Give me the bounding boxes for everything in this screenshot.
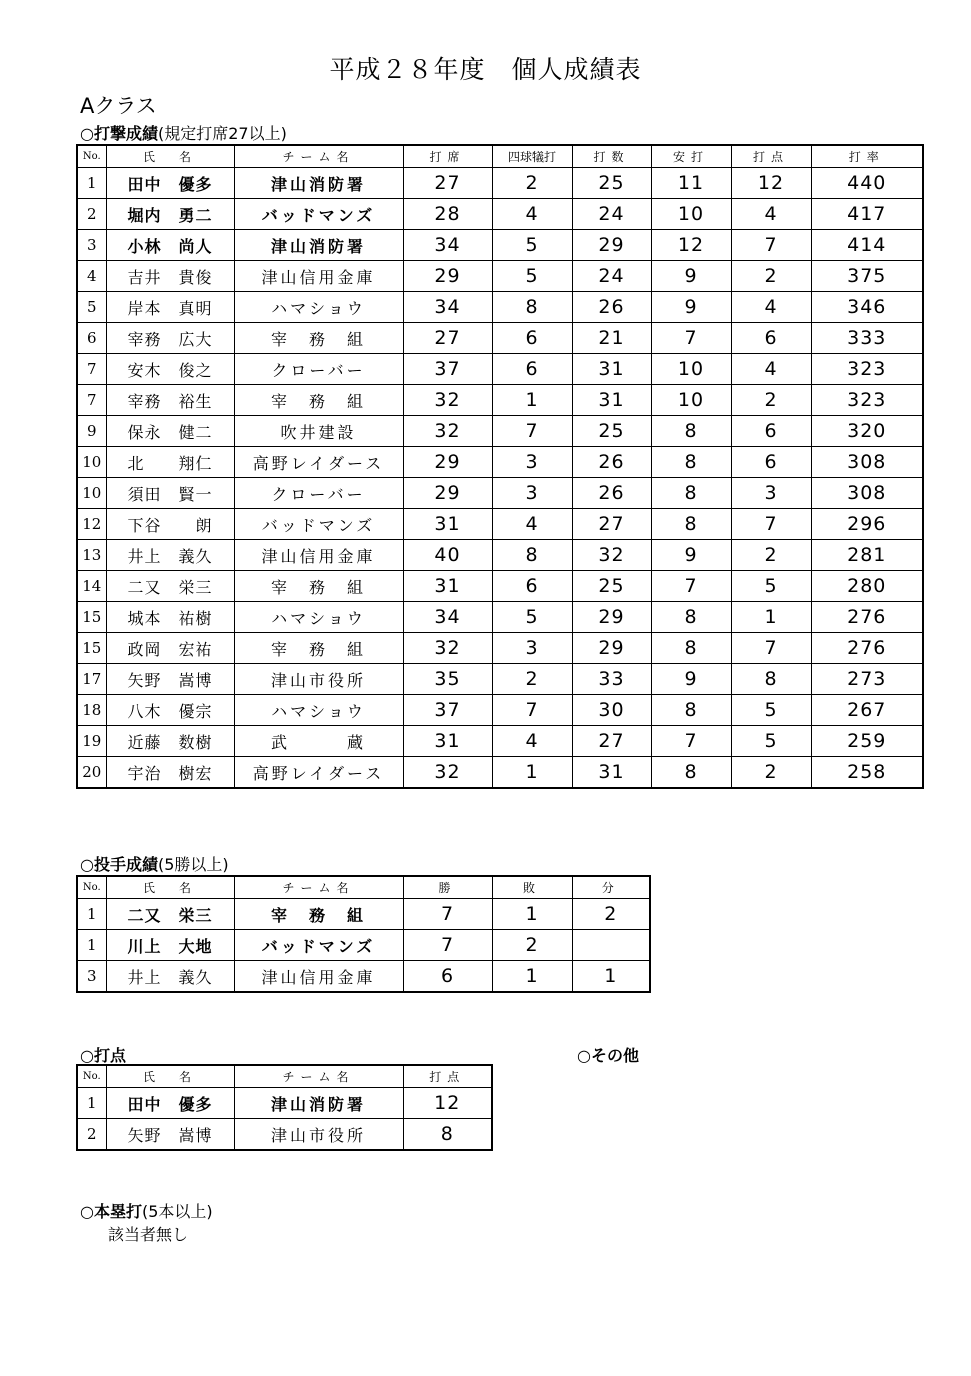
batting-cell-pa: 34: [403, 292, 492, 323]
batting-cell-bb: 5: [492, 261, 572, 292]
batting-cell-ab: 25: [572, 571, 651, 602]
batting-cell-ab: 24: [572, 199, 651, 230]
batting-table: [76, 144, 924, 789]
batting-cell-bb: 4: [492, 199, 572, 230]
batting-cell-rbi: 6: [731, 323, 811, 354]
batting-cell-team: バッドマンズ: [234, 199, 403, 230]
pitching-col-header: 分: [572, 876, 650, 899]
batting-cell-rbi: 6: [731, 447, 811, 478]
batting-cell-name: 田中 優多: [106, 168, 234, 199]
batting-cell-pa: 29: [403, 478, 492, 509]
batting-cell-h: 10: [651, 199, 731, 230]
batting-cell-name: 宰務 裕生: [106, 385, 234, 416]
batting-cell-name: 安木 俊之: [106, 354, 234, 385]
batting-cell-rbi: 5: [731, 726, 811, 757]
batting-row: [77, 168, 923, 199]
batting-cell-pa: 40: [403, 540, 492, 571]
batting-cell-avg: 276: [811, 602, 923, 633]
batting-cell-ab: 24: [572, 261, 651, 292]
batting-cell-bb: 4: [492, 509, 572, 540]
batting-cell-ab: 29: [572, 602, 651, 633]
batting-cell-bb: 7: [492, 416, 572, 447]
rbi-cell-no: 1: [77, 1088, 106, 1119]
batting-cell-team: 宰 務 組: [234, 323, 403, 354]
rbi-cell-name: 田中 優多: [106, 1088, 234, 1119]
batting-cell-team: クローバー: [234, 478, 403, 509]
batting-cell-bb: 8: [492, 540, 572, 571]
batting-cell-pa: 31: [403, 509, 492, 540]
batting-cell-team: 津山信用金庫: [234, 540, 403, 571]
rbi-cell-rbi: 8: [403, 1119, 492, 1151]
batting-cell-ab: 29: [572, 230, 651, 261]
batting-cell-ab: 31: [572, 354, 651, 385]
batting-cell-pa: 29: [403, 261, 492, 292]
batting-row: [77, 292, 923, 323]
batting-cell-no: 18: [77, 695, 106, 726]
batting-row: [77, 726, 923, 757]
batting-cell-pa: 32: [403, 416, 492, 447]
pitching-col-header: 氏 名: [106, 876, 234, 899]
batting-cell-bb: 1: [492, 385, 572, 416]
batting-cell-team: 津山市役所: [234, 664, 403, 695]
batting-cell-h: 8: [651, 695, 731, 726]
batting-cell-avg: 323: [811, 354, 923, 385]
batting-col-header: No.: [77, 145, 106, 168]
batting-cell-bb: 1: [492, 757, 572, 789]
batting-cell-rbi: 7: [731, 509, 811, 540]
batting-cell-name: 宰務 広大: [106, 323, 234, 354]
batting-cell-pa: 29: [403, 447, 492, 478]
batting-cell-avg: 296: [811, 509, 923, 540]
batting-cell-rbi: 7: [731, 230, 811, 261]
homerun-heading-title: ○本塁打: [80, 1202, 142, 1221]
batting-cell-avg: 320: [811, 416, 923, 447]
batting-cell-pa: 32: [403, 385, 492, 416]
pitching-cell-l: 1: [492, 961, 572, 993]
batting-cell-h: 9: [651, 292, 731, 323]
pitching-cell-d: [572, 930, 650, 961]
batting-cell-h: 7: [651, 323, 731, 354]
batting-cell-ab: 26: [572, 292, 651, 323]
pitching-cell-team: 宰 務 組: [234, 899, 403, 930]
batting-cell-pa: 34: [403, 602, 492, 633]
batting-col-header: 打席: [403, 145, 492, 168]
batting-cell-rbi: 2: [731, 757, 811, 789]
class-label: Aクラス: [80, 94, 157, 118]
batting-cell-avg: 308: [811, 447, 923, 478]
pitching-cell-no: 1: [77, 930, 106, 961]
batting-cell-name: 井上 義久: [106, 540, 234, 571]
batting-cell-h: 7: [651, 726, 731, 757]
batting-row: [77, 230, 923, 261]
batting-cell-ab: 31: [572, 757, 651, 789]
batting-cell-bb: 5: [492, 230, 572, 261]
batting-cell-rbi: 2: [731, 540, 811, 571]
batting-cell-ab: 27: [572, 509, 651, 540]
batting-cell-name: 吉井 貴俊: [106, 261, 234, 292]
batting-heading-title: ○打撃成績: [80, 124, 158, 143]
batting-cell-no: 15: [77, 602, 106, 633]
batting-cell-name: 二又 栄三: [106, 571, 234, 602]
batting-row: [77, 540, 923, 571]
batting-cell-bb: 6: [492, 354, 572, 385]
batting-cell-no: 7: [77, 354, 106, 385]
batting-col-header: 氏 名: [106, 145, 234, 168]
batting-cell-rbi: 1: [731, 602, 811, 633]
batting-cell-avg: 308: [811, 478, 923, 509]
other-heading: [577, 1043, 639, 1066]
batting-cell-pa: 37: [403, 695, 492, 726]
homerun-none-text: 該当者無し: [108, 1225, 189, 1244]
batting-cell-h: 10: [651, 385, 731, 416]
batting-row: [77, 571, 923, 602]
rbi-col-header: 打点: [403, 1065, 492, 1088]
batting-cell-bb: 7: [492, 695, 572, 726]
batting-cell-name: 近藤 数樹: [106, 726, 234, 757]
batting-cell-bb: 6: [492, 571, 572, 602]
batting-cell-team: 宰 務 組: [234, 385, 403, 416]
batting-row: [77, 447, 923, 478]
batting-cell-name: 須田 賢一: [106, 478, 234, 509]
batting-col-header: 打率: [811, 145, 923, 168]
batting-cell-h: 12: [651, 230, 731, 261]
batting-cell-no: 17: [77, 664, 106, 695]
batting-cell-name: 岸本 真明: [106, 292, 234, 323]
pitching-col-header: 勝: [403, 876, 492, 899]
batting-cell-pa: 27: [403, 323, 492, 354]
batting-cell-pa: 32: [403, 757, 492, 789]
pitching-heading-note: (5勝以上): [157, 855, 229, 874]
batting-cell-rbi: 8: [731, 664, 811, 695]
rbi-col-header: 氏 名: [106, 1065, 234, 1088]
batting-cell-pa: 32: [403, 633, 492, 664]
rbi-heading: [80, 1043, 126, 1066]
batting-cell-team: クローバー: [234, 354, 403, 385]
batting-cell-bb: 6: [492, 323, 572, 354]
batting-cell-rbi: 2: [731, 261, 811, 292]
batting-cell-h: 9: [651, 540, 731, 571]
batting-cell-pa: 37: [403, 354, 492, 385]
pitching-cell-team: バッドマンズ: [234, 930, 403, 961]
batting-row: [77, 354, 923, 385]
batting-col-header: チーム名: [234, 145, 403, 168]
pitching-cell-l: 1: [492, 899, 572, 930]
batting-col-header: 打点: [731, 145, 811, 168]
batting-row: [77, 757, 923, 789]
batting-cell-pa: 31: [403, 726, 492, 757]
batting-cell-avg: 259: [811, 726, 923, 757]
batting-cell-h: 10: [651, 354, 731, 385]
batting-cell-avg: 346: [811, 292, 923, 323]
rbi-body: [77, 1088, 492, 1151]
pitching-row: [77, 961, 650, 993]
batting-cell-avg: 267: [811, 695, 923, 726]
rbi-row: [77, 1119, 492, 1151]
batting-cell-h: 8: [651, 757, 731, 789]
batting-cell-ab: 31: [572, 385, 651, 416]
pitching-cell-no: 1: [77, 899, 106, 930]
batting-cell-avg: 276: [811, 633, 923, 664]
batting-row: [77, 695, 923, 726]
batting-cell-ab: 25: [572, 168, 651, 199]
pitching-cell-name: 井上 義久: [106, 961, 234, 993]
batting-cell-name: 保永 健二: [106, 416, 234, 447]
batting-cell-pa: 34: [403, 230, 492, 261]
page-title: 平成２８年度 個人成績表: [329, 55, 642, 84]
batting-cell-team: 高野レイダース: [234, 447, 403, 478]
batting-cell-no: 10: [77, 478, 106, 509]
batting-cell-no: 14: [77, 571, 106, 602]
batting-cell-ab: 27: [572, 726, 651, 757]
batting-cell-avg: 417: [811, 199, 923, 230]
batting-cell-team: 宰 務 組: [234, 571, 403, 602]
batting-cell-h: 8: [651, 509, 731, 540]
batting-cell-team: 宰 務 組: [234, 633, 403, 664]
batting-cell-team: ハマショウ: [234, 292, 403, 323]
rbi-table: [76, 1064, 493, 1151]
pitching-header-row: [77, 876, 650, 899]
pitching-cell-w: 7: [403, 899, 492, 930]
batting-cell-name: 矢野 嵩博: [106, 664, 234, 695]
batting-cell-name: 小林 尚人: [106, 230, 234, 261]
batting-col-header: 打数: [572, 145, 651, 168]
batting-cell-name: 城本 祐樹: [106, 602, 234, 633]
pitching-heading-title: ○投手成績: [80, 855, 158, 874]
other-heading-title: ○その他: [577, 1046, 639, 1065]
batting-cell-team: 高野レイダース: [234, 757, 403, 789]
rbi-header-row: [77, 1065, 492, 1088]
batting-heading: [80, 121, 287, 144]
pitching-cell-name: 川上 大地: [106, 930, 234, 961]
batting-cell-h: 8: [651, 602, 731, 633]
batting-cell-h: 8: [651, 478, 731, 509]
batting-cell-no: 1: [77, 168, 106, 199]
batting-cell-pa: 35: [403, 664, 492, 695]
batting-cell-avg: 333: [811, 323, 923, 354]
batting-cell-avg: 281: [811, 540, 923, 571]
batting-row: [77, 664, 923, 695]
batting-cell-no: 10: [77, 447, 106, 478]
batting-cell-bb: 8: [492, 292, 572, 323]
batting-cell-ab: 33: [572, 664, 651, 695]
batting-cell-pa: 31: [403, 571, 492, 602]
pitching-cell-w: 6: [403, 961, 492, 993]
batting-row: [77, 416, 923, 447]
batting-cell-ab: 29: [572, 633, 651, 664]
batting-col-header: 安打: [651, 145, 731, 168]
rbi-row: [77, 1088, 492, 1119]
batting-cell-ab: 30: [572, 695, 651, 726]
batting-cell-bb: 3: [492, 633, 572, 664]
batting-cell-no: 15: [77, 633, 106, 664]
batting-cell-bb: 3: [492, 478, 572, 509]
batting-row: [77, 633, 923, 664]
batting-cell-team: 武 蔵: [234, 726, 403, 757]
batting-cell-team: 津山消防署: [234, 230, 403, 261]
batting-cell-rbi: 2: [731, 385, 811, 416]
rbi-cell-team: 津山消防署: [234, 1088, 403, 1119]
pitching-col-header: No.: [77, 876, 106, 899]
batting-cell-no: 20: [77, 757, 106, 789]
rbi-col-header: チーム名: [234, 1065, 403, 1088]
batting-cell-avg: 323: [811, 385, 923, 416]
rbi-heading-title: ○打点: [80, 1046, 126, 1065]
pitching-heading: [80, 852, 229, 875]
batting-cell-no: 6: [77, 323, 106, 354]
batting-cell-h: 8: [651, 633, 731, 664]
batting-cell-rbi: 5: [731, 571, 811, 602]
batting-cell-avg: 375: [811, 261, 923, 292]
pitching-row: [77, 899, 650, 930]
rbi-col-header: No.: [77, 1065, 106, 1088]
batting-cell-ab: 25: [572, 416, 651, 447]
batting-cell-ab: 21: [572, 323, 651, 354]
homerun-heading-note: (5本以上): [141, 1202, 213, 1221]
batting-cell-name: 宇治 樹宏: [106, 757, 234, 789]
batting-cell-no: 9: [77, 416, 106, 447]
batting-cell-pa: 28: [403, 199, 492, 230]
batting-cell-name: 北 翔仁: [106, 447, 234, 478]
batting-cell-team: 津山消防署: [234, 168, 403, 199]
batting-heading-note: (規定打席27以上): [157, 124, 287, 143]
batting-row: [77, 478, 923, 509]
batting-row: [77, 261, 923, 292]
batting-cell-name: 堀内 勇二: [106, 199, 234, 230]
batting-cell-rbi: 4: [731, 199, 811, 230]
batting-cell-name: 政岡 宏祐: [106, 633, 234, 664]
batting-cell-team: ハマショウ: [234, 695, 403, 726]
batting-cell-h: 7: [651, 571, 731, 602]
batting-cell-bb: 3: [492, 447, 572, 478]
pitching-col-header: チーム名: [234, 876, 403, 899]
rbi-cell-no: 2: [77, 1119, 106, 1151]
rbi-cell-rbi: 12: [403, 1088, 492, 1119]
batting-cell-pa: 27: [403, 168, 492, 199]
batting-cell-h: 8: [651, 447, 731, 478]
batting-cell-no: 12: [77, 509, 106, 540]
pitching-cell-no: 3: [77, 961, 106, 993]
batting-row: [77, 199, 923, 230]
batting-col-header: 四球犠打: [492, 145, 572, 168]
batting-cell-rbi: 3: [731, 478, 811, 509]
batting-cell-bb: 4: [492, 726, 572, 757]
pitching-cell-w: 7: [403, 930, 492, 961]
batting-cell-team: 吹井建設: [234, 416, 403, 447]
batting-cell-h: 9: [651, 664, 731, 695]
pitching-table: [76, 875, 651, 993]
batting-cell-no: 19: [77, 726, 106, 757]
batting-cell-avg: 258: [811, 757, 923, 789]
batting-cell-avg: 273: [811, 664, 923, 695]
pitching-col-header: 敗: [492, 876, 572, 899]
batting-cell-ab: 26: [572, 478, 651, 509]
pitching-cell-d: 2: [572, 899, 650, 930]
batting-cell-no: 7: [77, 385, 106, 416]
pitching-cell-team: 津山信用金庫: [234, 961, 403, 993]
rbi-cell-name: 矢野 嵩博: [106, 1119, 234, 1151]
batting-cell-rbi: 5: [731, 695, 811, 726]
batting-cell-team: バッドマンズ: [234, 509, 403, 540]
batting-cell-team: 津山信用金庫: [234, 261, 403, 292]
batting-cell-h: 8: [651, 416, 731, 447]
batting-cell-h: 9: [651, 261, 731, 292]
pitching-cell-l: 2: [492, 930, 572, 961]
batting-cell-rbi: 4: [731, 354, 811, 385]
batting-cell-rbi: 12: [731, 168, 811, 199]
batting-cell-avg: 414: [811, 230, 923, 261]
homerun-heading: [80, 1199, 213, 1222]
batting-header-row: [77, 145, 923, 168]
batting-cell-bb: 2: [492, 664, 572, 695]
batting-row: [77, 385, 923, 416]
batting-cell-no: 3: [77, 230, 106, 261]
batting-cell-rbi: 6: [731, 416, 811, 447]
batting-cell-name: 八木 優宗: [106, 695, 234, 726]
batting-cell-team: ハマショウ: [234, 602, 403, 633]
batting-row: [77, 323, 923, 354]
batting-cell-name: 下谷 朗: [106, 509, 234, 540]
batting-cell-avg: 280: [811, 571, 923, 602]
pitching-body: [77, 899, 650, 993]
batting-cell-no: 4: [77, 261, 106, 292]
batting-cell-ab: 32: [572, 540, 651, 571]
batting-cell-ab: 26: [572, 447, 651, 478]
batting-row: [77, 602, 923, 633]
pitching-cell-d: 1: [572, 961, 650, 993]
rbi-cell-team: 津山市役所: [234, 1119, 403, 1151]
batting-cell-avg: 440: [811, 168, 923, 199]
batting-cell-h: 11: [651, 168, 731, 199]
batting-cell-bb: 2: [492, 168, 572, 199]
batting-cell-rbi: 4: [731, 292, 811, 323]
pitching-cell-name: 二又 栄三: [106, 899, 234, 930]
batting-cell-no: 13: [77, 540, 106, 571]
batting-cell-no: 5: [77, 292, 106, 323]
batting-row: [77, 509, 923, 540]
batting-cell-rbi: 7: [731, 633, 811, 664]
pitching-row: [77, 930, 650, 961]
batting-cell-no: 2: [77, 199, 106, 230]
batting-cell-bb: 5: [492, 602, 572, 633]
batting-body: [77, 168, 923, 789]
